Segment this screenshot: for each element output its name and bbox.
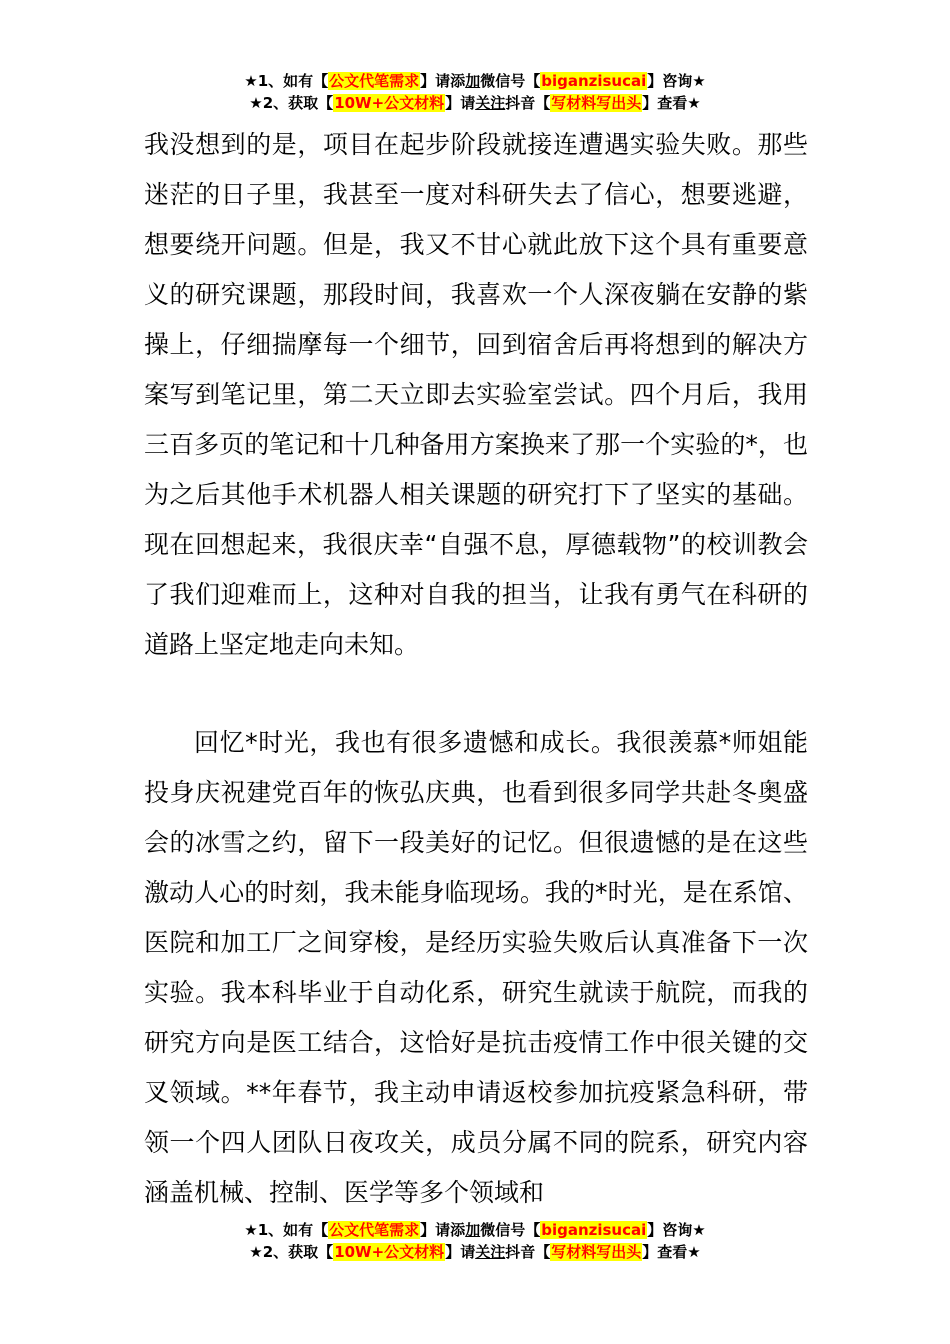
banner-highlight: 写材料写出头 [551, 1243, 642, 1261]
body-paragraph-1: 我没想到的是，项目在起步阶段就接连遭遇实验失败。那些迷茫的日子里，我甚至一度对科研失去了信心，想要逃避，想要绕开问题。但是，我又不甘心就此放下这个具有重要意义的研究课题，那段时间，我喜欢一个人深夜躺在安静的紫操上，仔细揣摩每一个细节，回到宿舍后再将想到的解决方案写到笔记里，第二天立即去实验室尝试。四个月后，我用三百多页的笔记和十几种备用方案换来了那一个实验的*，也为之后其他手术机器人相关课题的研究打下了坚实的基础。现在回想起来，我很庆幸“自强不息，厚德载物”的校训教会了我们迎难而上，这种对自我的担当，让我有勇气在科研的道路上坚定地走向未知。 [144, 130, 808, 659]
header-banner [0, 70, 950, 114]
banner-text: 】请 [445, 1243, 476, 1261]
banner-emphasis: 关注 [475, 94, 506, 112]
banner-text: ★1、如有【 [244, 1221, 329, 1239]
banner-text: 微信号【 [480, 72, 541, 90]
banner-text: 】请添 [420, 1221, 466, 1239]
footer-banner [0, 1219, 950, 1263]
banner-text: ★2、获取【 [249, 94, 334, 112]
banner-text: 】查看★ [642, 94, 701, 112]
banner-text: 】咨询★ [647, 1221, 706, 1239]
banner-highlight: 公文代笔需求 [329, 72, 420, 90]
banner-highlight: 写材料写出头 [551, 94, 642, 112]
banner-highlight: 公文代笔需求 [329, 1221, 420, 1239]
banner-text: 】咨询★ [647, 72, 706, 90]
banner-text: 微信号【 [480, 1221, 541, 1239]
banner-emphasis: 加 [465, 1221, 481, 1239]
banner-highlight: 10W+公文材料 [334, 1243, 445, 1261]
banner-line-1 [0, 1219, 950, 1241]
banner-text: ★1、如有【 [244, 72, 329, 90]
banner-text: 】请添 [420, 72, 466, 90]
banner-text: 】查看★ [642, 1243, 701, 1261]
banner-text: 抖音【 [505, 1243, 551, 1261]
banner-line-2 [0, 1241, 950, 1263]
banner-line-2 [0, 92, 950, 114]
banner-text: ★2、获取【 [249, 1243, 334, 1261]
banner-text: 】请 [445, 94, 476, 112]
body-paragraph-2: 回忆*时光，我也有很多遗憾和成长。我很羡慕*师姐能投身庆祝建党百年的恢弘庆典，也看到很多同学共赴冬奥盛会的冰雪之约，留下一段美好的记忆。但很遗憾的是在这些激动人心的时刻，我未能身临现场。我的*时光，是在系馆、医院和加工厂之间穿梭，是经历实验失败后认真准备下一次实验。我本科毕业于自动化系，研究生就读于航院，而我的研究方向是医工结合，这恰好是抗击疫情工作中很关键的交叉领域。**年春节，我主动申请返校参加抗疫紧急科研，带领一个四人团队日夜攻关，成员分属不同的院系，研究内容涵盖机械、控制、医学等多个领域和 [144, 728, 808, 1207]
banner-highlight: biganzisucai [541, 1221, 647, 1239]
banner-emphasis: 关注 [475, 1243, 506, 1261]
banner-highlight: biganzisucai [541, 72, 647, 90]
banner-text: 抖音【 [505, 94, 551, 112]
banner-highlight: 10W+公文材料 [334, 94, 445, 112]
banner-line-1 [0, 70, 950, 92]
banner-emphasis: 加 [465, 72, 481, 90]
